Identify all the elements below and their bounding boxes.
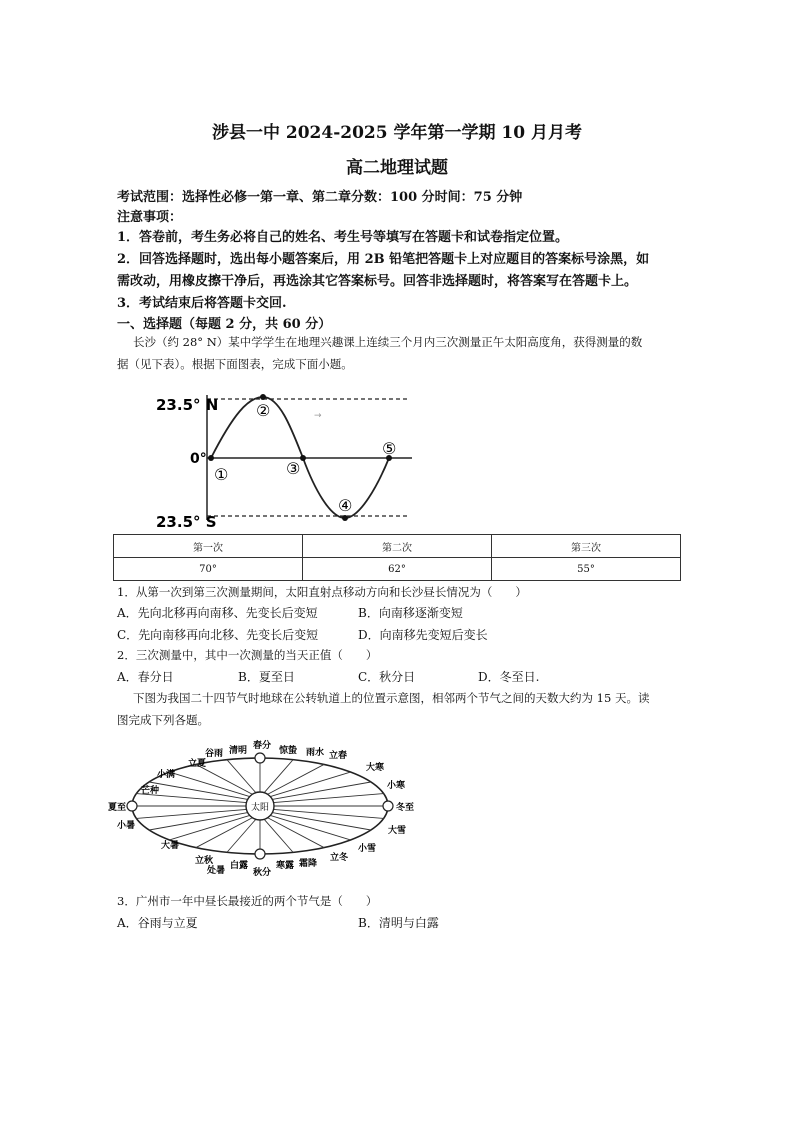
q2-option-c: C．秋分日 (358, 670, 416, 684)
orbit-spoke (274, 794, 384, 803)
term-mangzhong: 芒种 (141, 786, 160, 796)
term-qingming: 清明 (229, 746, 248, 756)
orbit-spoke (136, 809, 246, 818)
exam-scope: 考试范围：选择性必修一第一章、第二章分数：100 分时间：75 分钟 (117, 190, 523, 205)
point-2-label: ② (256, 401, 271, 420)
table-header-cell: 第三次 (492, 535, 681, 558)
notice-2a: 2．回答选择题时，选出每小题答案后，用 2B 铅笔把答题卡上对应题目的答案标号涂黑，如 (117, 252, 650, 267)
table-cell: 62° (303, 558, 492, 581)
notice-3: 3．考试结束后将答题卡交回. (117, 296, 287, 311)
solar-terms-orbit-diagram (108, 738, 438, 880)
point-4-label: ④ (338, 496, 353, 515)
sun-label: 太阳 (250, 803, 270, 813)
q2-option-b: B．夏至日 (238, 670, 295, 684)
term-jingzhe: 惊蛰 (279, 746, 298, 756)
intro-paragraph-line1: 长沙（约 28° N）某中学学生在地理兴趣课上连续三个月内三次测量正午太阳高度角，获得测量的数 (133, 335, 643, 349)
term-shuangjiang: 霜降 (299, 859, 318, 869)
term-yushui: 雨水 (306, 748, 325, 758)
q2-option-d: D．冬至日. (478, 670, 540, 684)
term-dashu: 大暑 (161, 841, 180, 851)
q3-option-b: B．清明与白露 (358, 916, 439, 930)
notice-heading: 注意事项： (117, 210, 183, 225)
q1-option-c: C．先向南移再向北移、先变长后变短 (117, 628, 319, 642)
term-lidong: 立冬 (330, 853, 349, 863)
intro2-line1: 下图为我国二十四节气时地球在公转轨道上的位置示意图，相邻两个节气之间的天数大约为 15 天。读 (133, 691, 650, 705)
table-header-row (114, 535, 681, 558)
q2-option-a: A．春分日 (117, 670, 174, 684)
q1-option-a: A．先向北移再向南移、先变长后变短 (117, 606, 318, 620)
term-dahan: 大寒 (366, 763, 385, 773)
notice-2b: 需改动，用橡皮擦干净后，再选涂其它答案标号。回答非选择题时，将答案写在答题卡上。 (117, 274, 638, 289)
q1-stem: 1．从第一次到第三次测量期间，太阳直射点移动方向和长沙昼长情况为（ ） (117, 585, 527, 599)
table-cell: 55° (492, 558, 681, 581)
term-xiaoshu: 小暑 (117, 821, 136, 831)
q1-option-d: D．向南移先变短后变长 (358, 628, 488, 642)
term-qiufen: 秋分 (253, 868, 272, 878)
table-header-cell: 第一次 (114, 535, 303, 558)
point-1-label: ① (214, 465, 229, 484)
orbit-spoke (149, 782, 248, 799)
table-header-cell: 第二次 (303, 535, 492, 558)
intro2-line2: 图完成下列各题。 (117, 713, 209, 727)
orbit-spoke (272, 813, 371, 830)
section-heading: 一、选择题（每题 2 分，共 60 分） (117, 317, 332, 332)
term-dongzhi: 冬至 (396, 803, 415, 813)
term-xiazhi: 夏至 (108, 803, 127, 813)
orbit-spoke (149, 813, 248, 830)
exam-subtitle: 高二地理试题 (346, 158, 448, 178)
svg-text:→: → (314, 411, 322, 421)
term-bailu: 白露 (230, 861, 249, 871)
label-zero: 0° (190, 451, 207, 467)
exam-title: 涉县一中 2024-2025 学年第一学期 10 月月考 (211, 123, 582, 143)
q1-option-b: B．向南移逐渐变短 (358, 606, 463, 620)
q3-option-a: A．谷雨与立夏 (117, 916, 198, 930)
term-xiaohan: 小寒 (387, 781, 406, 791)
label-south: 23.5° S (156, 513, 217, 530)
term-chunfen: 春分 (253, 741, 272, 751)
orbit-spoke (274, 809, 384, 818)
term-lixia: 立夏 (188, 759, 207, 769)
term-chushu: 处暑 (207, 866, 226, 876)
term-guyu: 谷雨 (205, 749, 224, 759)
q3-stem: 3．广州市一年中昼长最接近的两个节气是（ ） (117, 894, 378, 908)
notice-1: 1．答卷前，考生务必将自己的姓名、考生号等填写在答题卡和试卷指定位置。 (117, 230, 569, 245)
orbit-spoke (272, 782, 371, 799)
point-3-label: ③ (286, 459, 301, 478)
term-hanlu: 寒露 (276, 861, 295, 871)
table-row (114, 558, 681, 581)
table-cell: 70° (114, 558, 303, 581)
label-north: 23.5° N (156, 396, 219, 414)
q2-stem: 2．三次测量中，其中一次测量的当天正值（ ） (117, 648, 378, 662)
term-liqiu: 立秋 (195, 856, 214, 866)
measurement-table (113, 534, 681, 581)
term-xiaoxue: 小雪 (358, 844, 377, 854)
intro-paragraph-line2: 据（见下表）。根据下面图表，完成下面小题。 (117, 357, 353, 371)
term-daxue: 大雪 (388, 826, 407, 836)
solar-declination-diagram (110, 385, 430, 530)
term-xiaoman: 小满 (157, 770, 176, 780)
point-5-label: ⑤ (382, 439, 397, 458)
term-lichun: 立春 (329, 751, 348, 761)
